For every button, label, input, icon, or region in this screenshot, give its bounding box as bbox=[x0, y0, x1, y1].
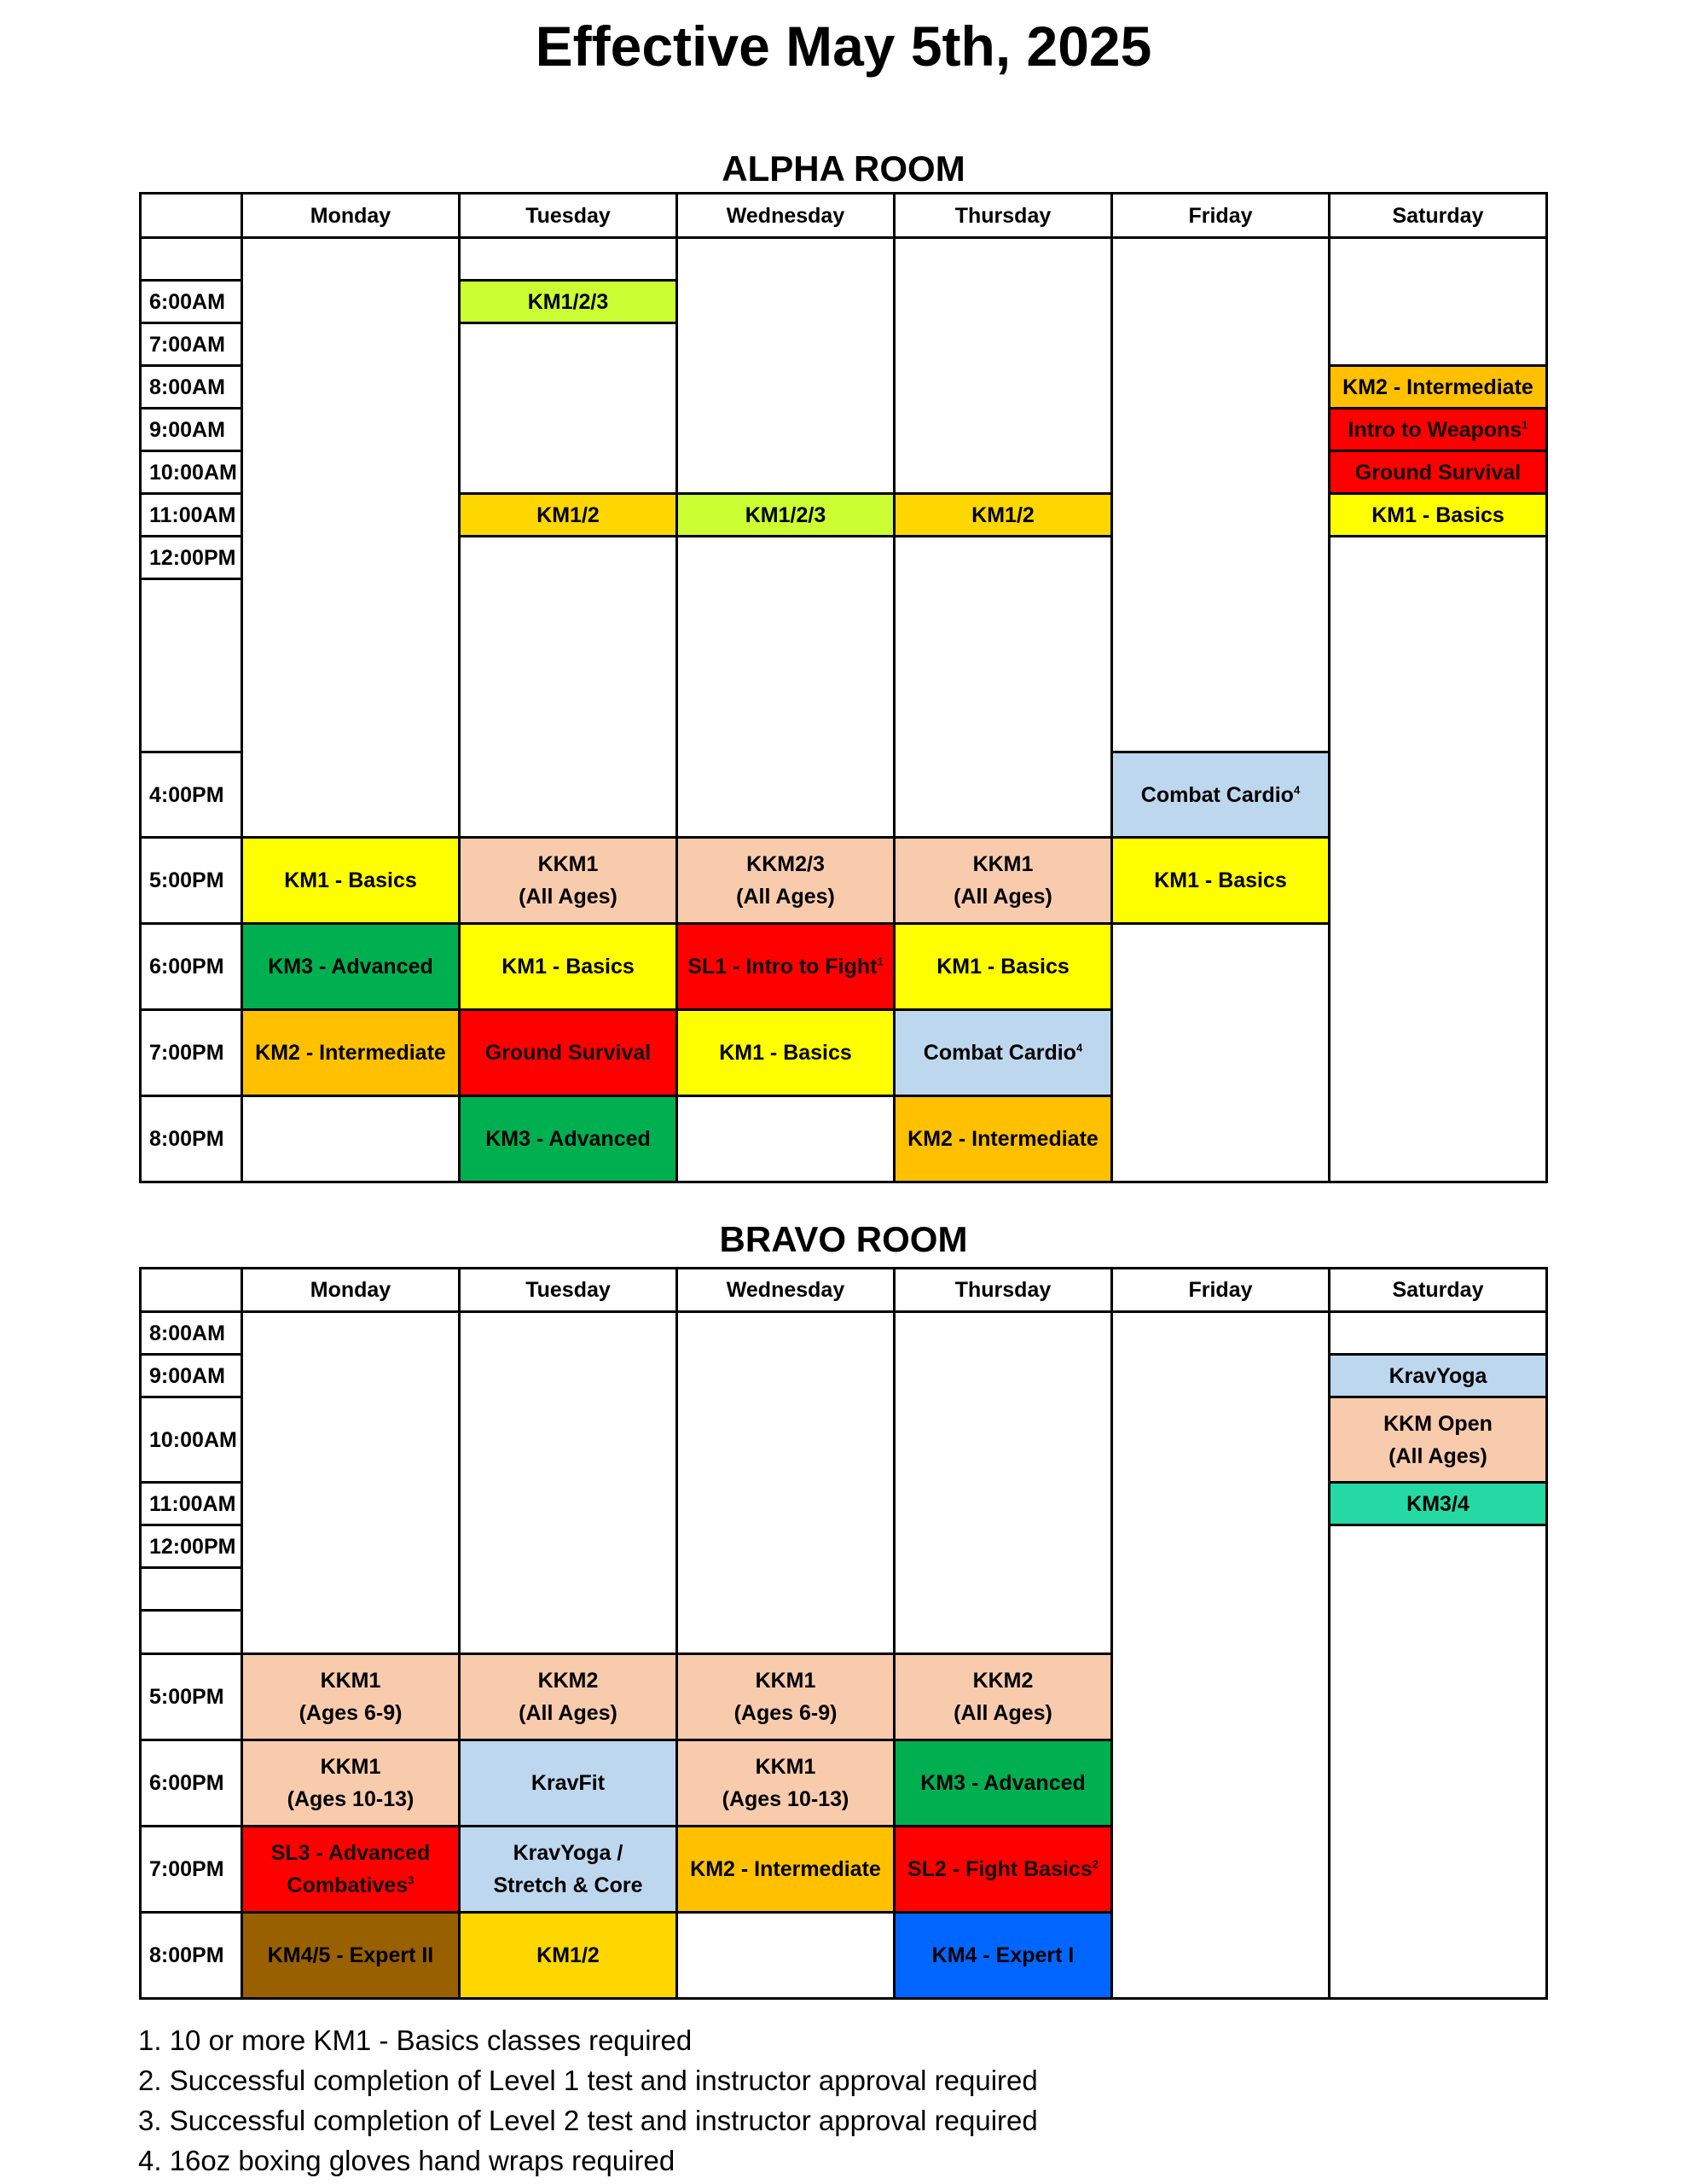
class-text bbox=[690, 1853, 881, 1885]
class-line bbox=[1383, 1408, 1493, 1440]
day-column bbox=[1110, 1310, 1330, 2000]
footnote-marker: 4 bbox=[1293, 783, 1301, 797]
class-block bbox=[241, 1653, 461, 1741]
class-label: KM1 - Basics bbox=[936, 955, 1070, 979]
day-header-label: Tuesday bbox=[525, 1278, 611, 1302]
time-slot bbox=[139, 1524, 243, 1569]
footnote: 1. 10 or more KM1 - Basics classes required bbox=[138, 2024, 693, 2056]
time-label: 5:00PM bbox=[149, 868, 224, 892]
class-line bbox=[268, 1939, 434, 1972]
class-label: KM1 - Basics bbox=[1371, 502, 1504, 527]
time-label: 7:00PM bbox=[149, 1041, 224, 1065]
class-label: KKM1 bbox=[537, 852, 599, 876]
class-label: KM1/2 bbox=[536, 1943, 600, 1967]
class-label: KM4/5 - Expert II bbox=[267, 1943, 434, 1967]
class-label: (Ages 6-9) bbox=[733, 1701, 838, 1725]
class-label: KM2 - Intermediate bbox=[907, 1127, 1099, 1151]
class-block bbox=[241, 1911, 461, 2000]
class-line bbox=[493, 1837, 642, 1869]
class-line bbox=[907, 1853, 1099, 1885]
class-line bbox=[287, 1783, 415, 1815]
class-label: Intro to Weapons bbox=[1348, 417, 1522, 442]
class-block bbox=[893, 1739, 1113, 1827]
footnote-marker: 4 bbox=[1075, 1041, 1083, 1054]
class-label: KM3/4 bbox=[1406, 1491, 1470, 1516]
class-text bbox=[920, 1767, 1086, 1799]
footnote: 2. Successful completion of Level 1 test and instructor approval required bbox=[138, 2065, 1038, 2096]
class-label: Combat Cardio bbox=[1140, 782, 1294, 807]
class-block bbox=[1328, 1396, 1548, 1484]
class-line bbox=[920, 1767, 1086, 1799]
class-block bbox=[893, 1653, 1113, 1741]
footnote-marker: 2 bbox=[1092, 1857, 1099, 1871]
time-label: 6:00AM bbox=[149, 289, 225, 314]
footnote: 3. Successful completion of Level 2 test and instructor approval required bbox=[138, 2105, 1038, 2136]
class-label: KM2 - Intermediate bbox=[1342, 375, 1533, 399]
time-slot bbox=[139, 1353, 243, 1398]
time-label: 8:00AM bbox=[149, 375, 225, 399]
class-line bbox=[1383, 1440, 1493, 1472]
footnote-marker: 1 bbox=[877, 955, 884, 968]
class-label: KKM2/3 bbox=[746, 852, 825, 876]
class-text bbox=[1389, 1360, 1487, 1392]
time-label: 9:00AM bbox=[149, 1363, 225, 1388]
footnote: 4. 16oz boxing gloves hand wraps required bbox=[138, 2145, 675, 2176]
class-label: KravYoga bbox=[1388, 1363, 1487, 1388]
class-label: KKM2 bbox=[537, 1669, 599, 1693]
class-text bbox=[1383, 1408, 1493, 1472]
day-header bbox=[675, 1267, 896, 1313]
class-line bbox=[519, 1664, 617, 1697]
class-label: KM1/2/3 bbox=[527, 289, 609, 314]
class-line bbox=[1406, 1488, 1470, 1520]
class-block bbox=[241, 1825, 461, 1914]
class-label: Combat Cardio bbox=[923, 1041, 1076, 1065]
class-text bbox=[536, 1939, 600, 1972]
class-block bbox=[893, 1825, 1113, 1914]
class-label: KKM1 bbox=[755, 1755, 816, 1779]
time-label: 8:00AM bbox=[149, 1321, 225, 1345]
class-block bbox=[675, 1739, 896, 1827]
class-line bbox=[954, 1664, 1052, 1697]
class-text bbox=[722, 1751, 849, 1815]
class-label: SL1 - Intro to Fight bbox=[687, 955, 878, 979]
class-label: KM1 - Basics bbox=[284, 868, 417, 892]
day-header bbox=[1110, 1267, 1330, 1313]
class-line bbox=[1389, 1360, 1487, 1392]
class-label: Combatives bbox=[287, 1873, 409, 1897]
class-text bbox=[734, 1664, 838, 1729]
time-label: 9:00AM bbox=[149, 417, 225, 442]
time-label: 12:00PM bbox=[149, 545, 236, 570]
class-text bbox=[299, 1664, 403, 1729]
time-slot bbox=[139, 1825, 243, 1914]
time-label: 6:00PM bbox=[149, 955, 224, 979]
class-label: Stretch & Core bbox=[493, 1873, 643, 1897]
time-slot bbox=[139, 1396, 243, 1484]
class-text bbox=[1406, 1488, 1470, 1520]
time-slot bbox=[139, 1739, 243, 1827]
day-header-label: Monday bbox=[310, 1278, 391, 1302]
day-header-label: Friday bbox=[1188, 1278, 1253, 1302]
class-label: KM2 - Intermediate bbox=[690, 1857, 881, 1881]
class-label: KM1 - Basics bbox=[719, 1041, 852, 1065]
class-text bbox=[271, 1837, 431, 1902]
class-line bbox=[722, 1751, 849, 1783]
time-slot bbox=[139, 1310, 243, 1356]
day-header-label: Saturday bbox=[1392, 203, 1484, 228]
class-text bbox=[268, 1939, 434, 1972]
class-line bbox=[536, 1939, 600, 1972]
page-title: Effective May 5th, 2025 bbox=[535, 15, 1152, 78]
class-line bbox=[519, 1697, 617, 1729]
class-block bbox=[458, 1825, 678, 1914]
time-label: 11:00AM bbox=[149, 1491, 236, 1516]
class-line bbox=[734, 1697, 838, 1729]
time-label: 7:00PM bbox=[149, 1857, 224, 1881]
time-label: 10:00AM bbox=[149, 460, 237, 485]
class-line bbox=[954, 1697, 1052, 1729]
class-label: (All Ages) bbox=[1388, 1443, 1487, 1468]
time-slot bbox=[139, 1911, 243, 2000]
day-header-label: Wednesday bbox=[726, 203, 845, 228]
class-label: (All Ages) bbox=[736, 885, 835, 909]
time-label: 8:00PM bbox=[149, 1943, 224, 1967]
footnote-marker: 1 bbox=[1522, 418, 1528, 432]
class-line bbox=[722, 1783, 849, 1815]
day-header-label: Saturday bbox=[1392, 1278, 1484, 1302]
class-block bbox=[675, 1653, 896, 1741]
class-text bbox=[531, 1767, 605, 1799]
time-label: 7:00AM bbox=[149, 332, 225, 357]
time-label: 8:00PM bbox=[149, 1127, 224, 1151]
class-label: KM3 - Advanced bbox=[268, 955, 433, 979]
time-slot bbox=[139, 1609, 243, 1655]
class-label: KM1/2/3 bbox=[745, 502, 826, 527]
class-label: KM1/2 bbox=[536, 502, 600, 527]
class-line bbox=[690, 1853, 881, 1885]
time-slot bbox=[139, 1481, 243, 1526]
day-header-label: Monday bbox=[310, 203, 391, 228]
class-block bbox=[893, 1911, 1113, 2000]
class-label: KM1/2 bbox=[971, 502, 1035, 527]
time-label: 10:00AM bbox=[149, 1427, 237, 1452]
class-label: KM3 - Advanced bbox=[920, 1771, 1086, 1795]
class-label: (All Ages) bbox=[954, 885, 1052, 909]
day-header-label: Friday bbox=[1188, 203, 1253, 228]
class-label: KKM1 bbox=[972, 852, 1034, 876]
time-label: 11:00AM bbox=[149, 502, 236, 527]
class-label: (Ages 6-9) bbox=[299, 1701, 403, 1725]
class-line bbox=[932, 1939, 1075, 1972]
class-label: SL3 - Advanced bbox=[270, 1841, 431, 1865]
day-header bbox=[241, 1267, 461, 1313]
class-label: (Ages 10-13) bbox=[722, 1787, 849, 1811]
class-label: KM4 - Expert I bbox=[931, 1943, 1075, 1967]
footnote-marker: 3 bbox=[408, 1873, 415, 1887]
class-label: (Ages 10-13) bbox=[287, 1787, 415, 1811]
day-header-label: Thursday bbox=[954, 1278, 1052, 1302]
class-line bbox=[493, 1869, 642, 1902]
class-label: SL2 - Fight Basics bbox=[907, 1857, 1093, 1881]
class-block bbox=[1328, 1353, 1548, 1398]
class-label: KKM Open bbox=[1383, 1411, 1493, 1436]
class-label: KravFit bbox=[530, 1771, 606, 1795]
class-label: KKM1 bbox=[320, 1755, 381, 1779]
class-label: KM1 - Basics bbox=[1154, 868, 1287, 892]
class-text bbox=[932, 1939, 1075, 1972]
class-line bbox=[299, 1697, 403, 1729]
class-block bbox=[458, 1911, 678, 2000]
class-text bbox=[907, 1853, 1099, 1885]
class-line bbox=[287, 1751, 415, 1783]
class-line bbox=[734, 1664, 838, 1697]
class-label: KM2 - Intermediate bbox=[255, 1041, 446, 1065]
class-text bbox=[287, 1751, 415, 1815]
class-label: Ground Survival bbox=[1354, 460, 1522, 485]
day-header-label: Tuesday bbox=[525, 203, 611, 228]
class-block bbox=[241, 1739, 461, 1827]
class-line bbox=[299, 1664, 403, 1697]
class-block bbox=[1328, 1481, 1548, 1526]
class-block bbox=[458, 1653, 678, 1741]
time-label: 4:00PM bbox=[149, 782, 224, 807]
day-header-label: Thursday bbox=[954, 203, 1052, 228]
class-label: (All Ages) bbox=[519, 1701, 617, 1725]
class-label: KM3 - Advanced bbox=[485, 1127, 651, 1151]
class-line bbox=[271, 1837, 431, 1869]
time-slot bbox=[139, 1566, 243, 1612]
class-label: KKM2 bbox=[972, 1669, 1034, 1693]
class-line bbox=[531, 1767, 605, 1799]
class-label: KKM1 bbox=[320, 1669, 381, 1693]
day-header-label: Wednesday bbox=[726, 1278, 845, 1302]
class-label: (All Ages) bbox=[519, 885, 617, 909]
time-label: 5:00PM bbox=[149, 1685, 224, 1709]
class-text bbox=[493, 1837, 642, 1902]
time-label: 6:00PM bbox=[149, 1771, 224, 1795]
footnotes bbox=[138, 2020, 1588, 2181]
day-header bbox=[458, 1267, 678, 1313]
class-label: (All Ages) bbox=[954, 1701, 1052, 1725]
day-header bbox=[893, 1267, 1113, 1313]
class-text bbox=[519, 1664, 617, 1729]
header-corner bbox=[139, 1267, 243, 1313]
time-label: 12:00PM bbox=[149, 1534, 236, 1559]
class-label: KM1 - Basics bbox=[501, 955, 635, 979]
alpha-room-title: ALPHA ROOM bbox=[722, 148, 965, 189]
time-slot bbox=[139, 1653, 243, 1741]
class-label: Ground Survival bbox=[484, 1041, 652, 1065]
class-line bbox=[271, 1869, 431, 1902]
class-block bbox=[675, 1825, 896, 1914]
day-header bbox=[1328, 1267, 1548, 1313]
bravo-room-title: BRAVO ROOM bbox=[719, 1219, 968, 1259]
class-label: KravYoga / bbox=[513, 1841, 623, 1865]
class-text bbox=[954, 1664, 1052, 1729]
class-label: KKM1 bbox=[755, 1669, 816, 1693]
class-block bbox=[458, 1739, 678, 1827]
